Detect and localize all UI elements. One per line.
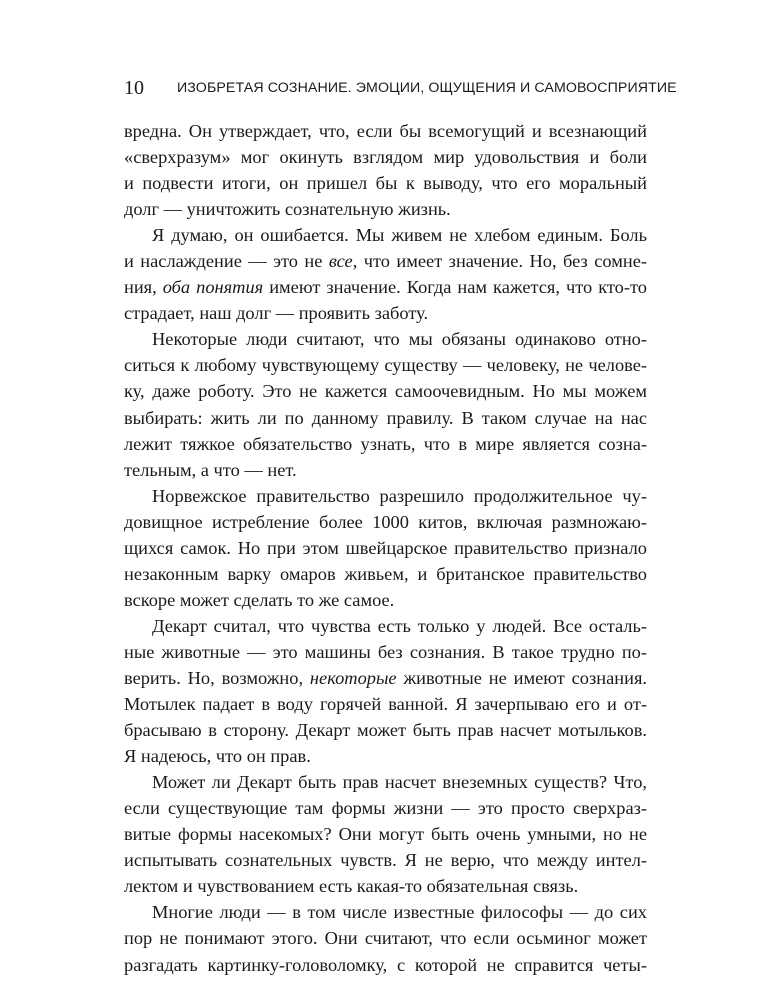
text-line xyxy=(124,274,647,300)
text-line: лежит тяжкое обязательство узнать, что в мире является созна- xyxy=(124,433,647,454)
text-line: выбирать: жить ли по данному правилу. В таком случае на нас xyxy=(124,407,647,428)
text-line: испытывать сознательных чувств. Я не верю, что между интел- xyxy=(124,850,647,871)
text-line: витые формы насекомых? Они могут быть очень умными, но не xyxy=(124,824,647,845)
text-line: Я надеюсь, что он прав. xyxy=(124,746,311,767)
text-line: вредна. Он утверждает, что, если бы всемогущий и всезнающий xyxy=(124,121,647,141)
text-run: и наслаждение — это не xyxy=(124,251,329,272)
running-title: ИЗОБРЕТАЯ СОЗНАНИЕ. ЭМОЦИИ, ОЩУЩЕНИЯ И САМОВОСПРИЯТИЕ xyxy=(177,80,677,96)
text-line: и подвести итоги, он пришел бы к выводу, что его моральный xyxy=(124,173,647,194)
text-line: тельным, а что — нет. xyxy=(124,459,297,480)
text-run: ния, xyxy=(124,277,163,298)
text-run: верить. Но, возможно, xyxy=(124,667,310,688)
text-line: брасываю в сторону. Декарт может быть прав насчет мотыльков. xyxy=(124,720,647,741)
text-line: Норвежское правительство разрешило продолжительное чу- xyxy=(152,485,647,506)
text-line: пор не понимают этого. Они считают, что если осьминог может xyxy=(124,928,647,949)
text-line: Некоторые люди считают, что мы обязаны одинаково отно- xyxy=(152,329,647,350)
text-line: страдает, наш долг — проявить заботу. xyxy=(124,303,429,324)
text-line: «сверхразум» мог окинуть взглядом мир удовольствия и боли xyxy=(124,147,647,168)
text-line: долг — уничтожить сознательную жизнь. xyxy=(124,199,451,220)
page-number: 10 xyxy=(124,76,144,99)
text-line: лектом и чувствованием есть какая-то обязательная связь. xyxy=(124,876,579,897)
italic-emphasis: некоторые xyxy=(309,667,397,688)
italic-emphasis: все xyxy=(328,251,353,272)
text-line: щихся самок. Но при этом швейцарское правительство признало xyxy=(124,537,647,558)
text-line: Декарт считал, что чувства есть только у людей. Все осталь- xyxy=(152,615,647,636)
text-line: если существующие там формы жизни — это просто сверхраз- xyxy=(124,798,647,819)
text-line: Мотылек падает в воду горячей ванной. Я зачерпываю его и от- xyxy=(124,694,647,715)
text-run: , что имеет значение. Но, без сомне- xyxy=(352,251,647,272)
running-header xyxy=(124,76,677,100)
text-line: довищное истребление более 1000 китов, включая размножаю- xyxy=(124,511,647,532)
text-line: вскоре может сделать то же самое. xyxy=(124,589,395,610)
text-run: имеют значение. Когда нам кажется, что кто-то xyxy=(263,277,647,298)
text-line xyxy=(124,248,647,274)
text-line xyxy=(124,665,647,691)
body-text xyxy=(124,118,647,978)
text-line: ные животные — это машины без сознания. В такое трудно по- xyxy=(124,641,647,662)
italic-emphasis: оба понятия xyxy=(162,277,264,298)
text-line: Многие люди — в том числе известные философы — до сих xyxy=(152,902,647,923)
text-line: ку, даже роботу. Это не кажется самоочевидным. Но мы можем xyxy=(124,381,647,402)
text-line: Может ли Декарт быть прав насчет внеземных существ? Что, xyxy=(152,772,647,793)
text-run: животные не имеют сознания. xyxy=(396,667,647,688)
text-line: ситься к любому чувствующему существу — человеку, не челове- xyxy=(124,355,647,376)
text-line: разгадать картинку-головоломку, с которой не справится четы- xyxy=(124,954,647,975)
text-line: незаконным варку омаров живьем, и британское правительство xyxy=(124,563,647,584)
text-line: Я думаю, он ошибается. Мы живем не хлебом единым. Боль xyxy=(152,225,647,246)
